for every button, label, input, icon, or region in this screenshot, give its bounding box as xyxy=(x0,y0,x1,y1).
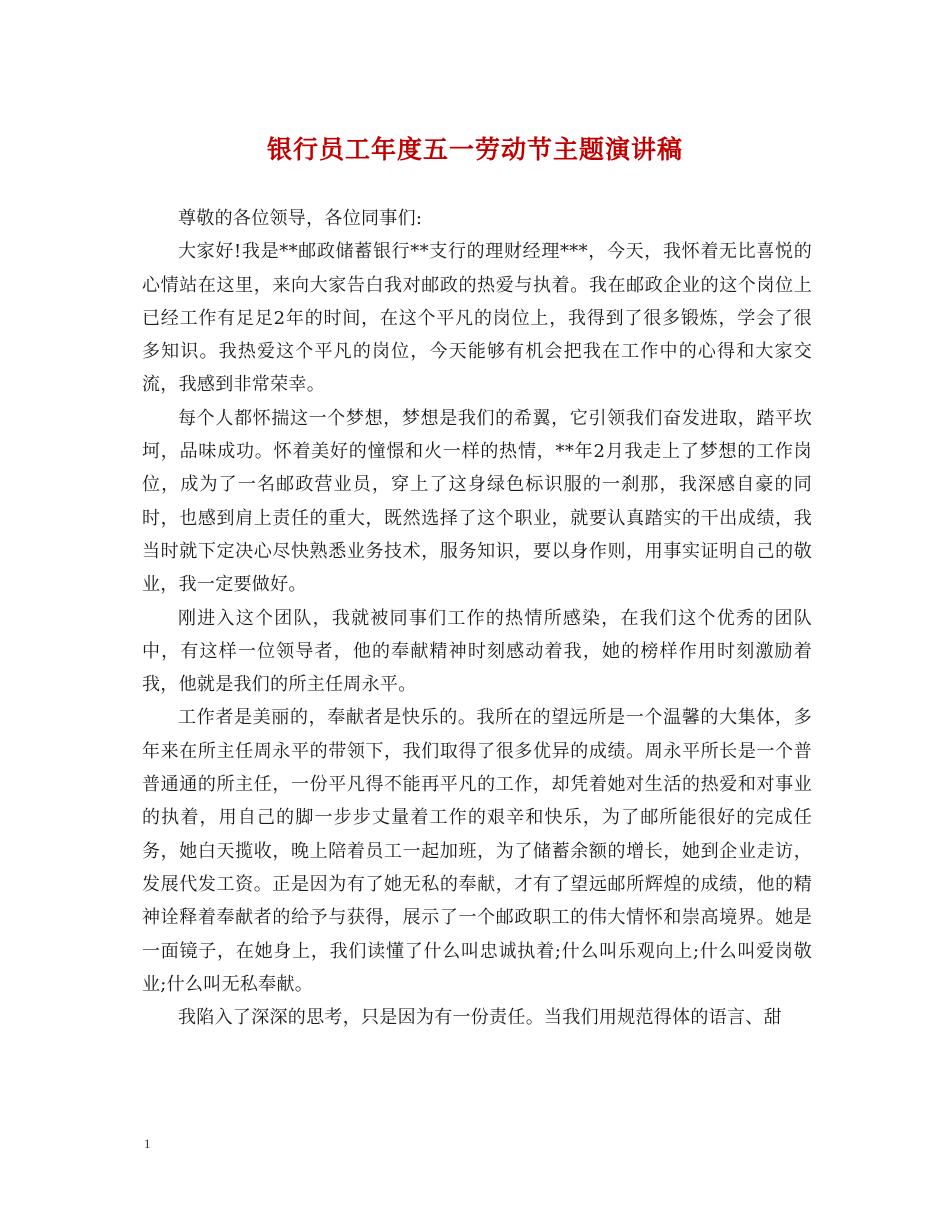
document-body xyxy=(142,202,812,1034)
salutation-paragraph: 尊敬的各位领导，各位同事们: xyxy=(178,208,423,229)
body-paragraph: 每个人都怀揣这一个梦想，梦想是我们的希翼，它引领我们奋发进取，踏平坎坷，品味成功。怀着美好的憧憬和火一样的热情，**年2月我走上了梦想的工作岗位，成为了一名邮政营业员，穿上了这身绿色标识服的一刹那，我深感自豪的同时，也感到肩上责任的重大，既然选择了这个职业，就要认真踏实的干出成绩，我当时就下定决心尽快熟悉业务技术，服务知识，要以身作则，用事实证明自己的敬业，我一定要做好。 xyxy=(142,407,812,596)
body-paragraph: 刚进入这个团队，我就被同事们工作的热情所感染，在我们这个优秀的团队中，有这样一位领导者，他的奉献精神时刻感动着我，她的榜样作用时刻激励着我，他就是我们的所主任周永平。 xyxy=(142,607,812,696)
page-number: 1 xyxy=(144,1136,151,1151)
body-paragraph: 工作者是美丽的，奉献者是快乐的。我所在的望远所是一个温馨的大集体，多年来在所主任周永平的带领下，我们取得了很多优异的成绩。周永平所长是一个普普通通的所主任，一份平凡得不能再平凡的工作，却凭着她对生活的热爱和对事业的执着，用自己的脚一步步丈量着工作的艰辛和快乐，为了邮所能很好的完成任务，她白天揽收，晚上陪着员工一起加班，为了储蓄余额的增长，她到企业走访，发展代发工资。正是因为有了她无私的奉献，才有了望远邮所辉煌的成绩，他的精神诠释着奉献者的给予与获得，展示了一个邮政职工的伟大情怀和崇高境界。她是一面镜子，在她身上，我们读懂了什么叫忠诚执着;什么叫乐观向上;什么叫爱岗敬业;什么叫无私奉献。 xyxy=(142,707,812,995)
body-paragraph: 大家好!我是**邮政储蓄银行**支行的理财经理***，今天，我怀着无比喜悦的心情站在这里，来向大家告白我对邮政的热爱与执着。我在邮政企业的这个岗位上已经工作有足足2年的时间，在这个平凡的岗位上，我得到了很多锻炼，学会了很多知识。我热爱这个平凡的岗位，今天能够有机会把我在工作中的心得和大家交流，我感到非常荣幸。 xyxy=(142,241,812,396)
document-title: 银行员工年度五一劳动节主题演讲稿 xyxy=(266,135,683,164)
body-paragraph: 我陷入了深深的思考，只是因为有一份责任。当我们用规范得体的语言、甜 xyxy=(178,1007,782,1029)
